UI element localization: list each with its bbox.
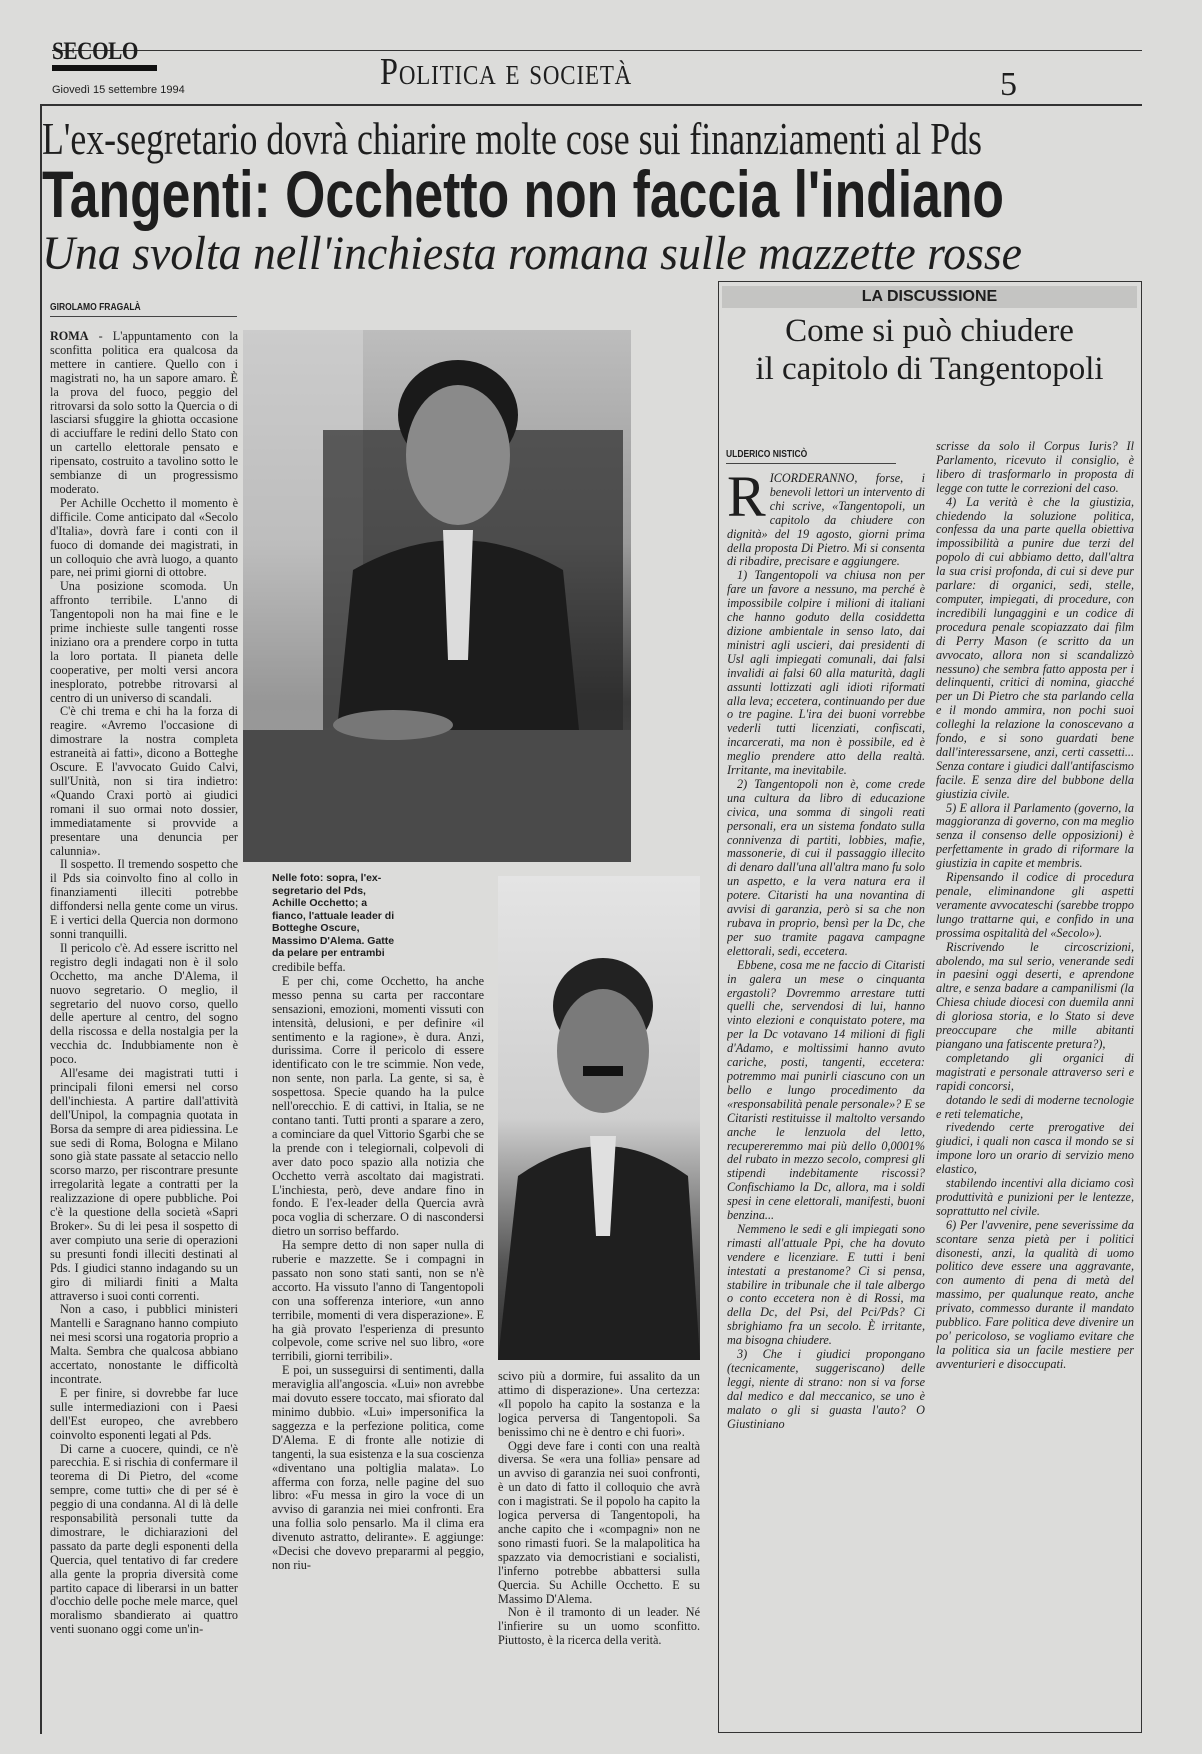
paragraph: ROMA - L'appuntamento con la sconfitta politica era qualcosa da mettere in cantiere. Quello con i magistrati no, ha un sapore amaro. È la prova del fuoco, peggio del ritrovarsi da solo sotto la Quercia o di lasciarsi sfuggire la ghiotta occasione di acciuffare le redini dello Stato con un cartello elettorale pensato e ripensato, costruito a tavolino sotto le sembianze di un progressismo moderato. [50, 330, 238, 496]
paragraph: 3) Che i giudici propongano (tecnicamente, suggeriscano) delle leggi, niente di strano: non si va forse dal medico e dal meccanico, se uno è malato o gli si guasta l'auto? O Giustiniano [727, 1347, 925, 1431]
headline-kicker: L'ex-segretario dovrà chiarire molte cose sui finanziamenti al Pds [42, 113, 982, 164]
paragraph: 5) E allora il Parlamento (governo, la maggioranza di governo, con ma meglio senza il consenso delle opposizioni) è perfettamente in grado di riformare la giustizia in capite et membris. [936, 800, 1134, 871]
sidebar-title [722, 312, 1137, 388]
sidebar-title-line: Come si può chiudere [785, 313, 1074, 349]
paragraph: E per chi, come Occhetto, ha anche messo penna su carta per raccontare sensazioni, emozioni, momenti vissuti con intensità, delusioni, e per definire «il sentimento e la ragione», è dura. Anzi, durissima. Corre il pericolo di essere identificato con le tre scimmie. Non vede, non sente, non parla. La gente, si sa, è sospettosa. Specie quando ha la pulce nell'orecchio. E di cattivi, in Italia, se ne contano tanti. Tutti pronti a sparare a zero, a cominciare da quel Vittorio Sgarbi che se la prende con i telegiornali, colpevoli di aver dato poco spazio alla notizia che Occhetto verrà ascoltato dai magistrati. L'inchiesta, però, deve andare fino in fondo. E l'ex-leader della Quercia avrà poca voglia di scherzare. O di nascondersi dietro un sorriso beffardo. [272, 973, 484, 1239]
masthead-logo: SECOLO [52, 38, 139, 65]
paragraph: Non a caso, i pubblici ministeri Mantelli e Saragnano hanno compiuto nei mesi scorsi una rogatoria proprio a Malta. Sembra che qualcosa abbiano accertato, nonostante le difficoltà incontrate. [50, 1302, 238, 1386]
paragraph: Nemmeno le sedi e gli impiegati sono rimasti all'attuale Ppi, che ha dovuto vendere e licenziare. E tutti i beni intestati a prestanome? Ci si pensa, stabilire in tribunale che il tale albergo o conto eccetera non è di Rossi, ma della Dc, del Psi, del Pci/Pds? Ci sbrighiamo fra un secolo. È irritante, ma bisogna chiudere. [727, 1221, 925, 1348]
paragraph: Ebbene, cosa me ne faccio di Citaristi in galera un mese o cinquanta ergastoli? Dovremmo arrestare tutti quelli che, servendosi di lui, hanno vinto elezioni e conquistato potere, ma per la Dc votavano 14 milioni di figli d'Adamo, e moltissimi hanno avuto cariche, posti, tangenti, eccetera: potremmo mai punirli ciascuno con un bello e lungo procedimento da «responsabilità penale personale»? E se Citaristi restituisse il maltolto versando anche le lenzuola del letto, recupereremmo mai più dello 0,0001% del rubato in mezzo secolo, compresi gli stipendi indebitamente riscossi? Confischiamo la Dc, allora, ma i soldi spesi in cene elettorali, manifesti, buoni benzina... [727, 957, 925, 1223]
paragraph: 2) Tangentopoli non è, come crede una cultura da libro di educazione civica, una somma di singoli reati personali, era un sistema fondato sulla connivenza di partiti, lobbies, mafie, massonerie, di cui il passaggio illecito di denaro dall'una all'altra mano fu solo un aspetto, e la vera natura era il potere. Citaristi ha una novantina di avvisi di garanzia, però si sa che non rubava in proprio, bensì per la Dc, che per suo tramite pagava campagne elettorali, sedi, eccetera. [727, 776, 925, 958]
article-column-2 [272, 961, 484, 1725]
left-border [40, 104, 42, 1734]
article-column-1 [50, 330, 238, 1725]
paragraph: 4) La verità è che la giustizia, chiedendo la soluzione politica, confessa da una parte quella obiettiva impossibilità a punire due terzi del popolo di cui abbiamo detto, dall'altra la sua crisi profonda, di cui si deve pur parlare: di organici, sedi, stelle, computer, impiegati, di procedure, con incredibili lungaggini e un codice di procedura penale scopiazzato dai film di Perry Mason (e scritto da un avvocato, allora non si scandalizzò nessuno) che sembra fatto apposta per i delinquenti, critici di nomina, giacché per un Di Pietro che sta parlando cella e il mondo ammira, non pochi suoi colleghi la relazione la conoscevano a fondo, e si sono guardati bene dall'interessarsene, anzi, certi cassetti... Senza contare i giudici dall'antifascismo facile. E senza dire del bubbone della giustizia civile. [936, 494, 1134, 801]
portrait-silhouette-icon [243, 330, 631, 862]
paragraph: C'è chi trema e chi ha la forza di reagire. «Avremo l'occasione di dimostrare la nostra completa estraneità ai fatti», dicono a Botteghe Oscure. E l'avvocato Guido Calvi, sull'Unità, non si tira indietro: «Quando Craxi portò ai giudici romani il suo ormai noto dossier, immediatamente si provvide a presentare una denuncia per calunnia». [50, 704, 238, 858]
paragraph: stabilendo incentivi alla diciamo così produttività e punizioni per le lentezze, soprattutto nel civile. [936, 1176, 1134, 1218]
paragraph: Una posizione scomoda. Un affronto terribile. L'anno di Tangentopoli non ha mai fine e le prime inchieste sulle tangenti rosse iniziano ora a prendere corpo in tutta la loro portata. Il pianeta delle cooperative, per molti versi ancora inesplorato, potrebbe ritrovarsi al centro di un universo di scandali. [50, 579, 238, 705]
sidebar-title-line: il capitolo di Tangentopoli [755, 351, 1104, 387]
paragraph: Il pericolo c'è. Ad essere iscritto nel registro degli indagati non è il solo Occhetto, ma anche D'Alema, il nuovo segretario. O meglio, il segretario del nuovo corso, quello delle aperture al centro, del sogno della riscossa e della nostalgia per la vecchia dc. Indubbiamente non è poco. [50, 940, 238, 1067]
portrait-silhouette-icon [498, 876, 700, 1360]
paragraph: Ha sempre detto di non saper nulla di ruberie e mazzette. Se i compagni in passato non sono stati santi, non se n'è accorto. Ha vissuto l'anno di Tangentopoli con una sofferenza interiore, «un anno terribile, momenti di vera disperazione». E ha già provato l'esperienza di presunto colpevole, come scrive nel suo libro, «ore terribili, giorni terribili». [272, 1238, 484, 1364]
paragraph: All'esame dei magistrati tutti i principali filoni emersi nel corso dell'inchiesta. A partire dall'attività dell'Unipol, la compagnia quotata in Borsa da sempre di area pidiessina. Le sue sedi di Roma, Bologna e Milano sono già state passate al setaccio nello scorso marzo, per riscontrare presunte irregolarità legate a contratti per la realizzazione di opere pubbliche. Poi c'è la questione della società «Sapri Broker». Su di lei pesa il sospetto di aver compiuto una serie di operazioni su presunti fondi illeciti destinati al Pds. I giudici stanno indagando su un giro di miliardi finiti a Malta attraverso i suoi conti correnti. [50, 1066, 238, 1303]
paragraph: Non è il tramonto di un leader. Né l'infierire su un uomo sconfitto. Piuttosto, è la ricerca della verità. [498, 1605, 700, 1648]
header-rule [40, 104, 1142, 106]
paragraph: credibile beffa. [272, 961, 346, 974]
paragraph: completando gli organici di magistrati e personale attraverso seri e rapidi concorsi, [936, 1050, 1134, 1093]
drop-cap: R [727, 472, 766, 529]
section-title: Politica e società [380, 51, 633, 93]
paragraph: Oggi deve fare i conti con una realtà diversa. Se «era una follia» pensare ad un avviso di garanzia nei suoi confronti, è un dato di fatto il colloquio che avrà con i magistrati. Se il popolo ha capito la logica perversa di Tangentopoli, ha anche capito che i «compagni» non ne sono rimasti fuori. Se la malapolitica ha spazzato via democristiani e socialisti, l'inferno potrebbe abbattersi sulla Quercia. Su Achille Occhetto. E su Massimo D'Alema. [498, 1438, 700, 1606]
photo-occhetto [243, 330, 631, 862]
paragraph: Di carne a cuocere, quindi, ce n'è parecchia. E si rischia di confermare il teorema di Di Pietro, del «come sempre, come tutti» che di per sé è peggio di una condanna. Al di là delle responsabilità personali tutte da dimostrare, le dichiarazioni del passato da parte degli esponenti della Quercia, quel tentativo di far credere alla gente la propria diversità come partito capace di liberarsi in un batter d'occhio delle poche mele marce, quel moralismo sbandierato ai quattro venti suonano oggi come un'in- [50, 1441, 238, 1637]
paragraph: E poi, un susseguirsi di sentimenti, dalla meraviglia all'angoscia. «Lui» non avrebbe mai dovuto essere toccato, mai sfiorato dal minimo dubbio. «Lui» impersonifica la saggezza e la perfezione politica, come D'Alema. E di fronte alle notizie di tangenti, la sua esistenza e la sua coscienza «diventano una poltiglia malata». Lo afferma con forza, nelle pagine del suo libro: «Fu messa in giro la voce di un avviso di garanzia nei miei confronti. Era una follia solo pensarlo. Ma il clima era divenuto astratto, delirante». E aggiunge: «Decisi che dovevo prepararmi al peggio, non riu- [272, 1363, 484, 1572]
photo-caption: Nelle foto: sopra, l'ex-segretario del Pds, Achille Occhetto; a fianco, l'attuale leader di Botteghe Oscure, Massimo D'Alema. Gatte da pelare per entrambi [272, 872, 395, 959]
sidebar-label: LA DISCUSSIONE [722, 286, 1137, 308]
paragraph: Per Achille Occhetto il momento è difficile. Come anticipato dal «Secolo d'Italia», dovrà fare i conti con il fuoco di domande dei magistrati, in un colloquio che avrà luogo, a quanto pare, nei primi giorni di ottobre. [50, 495, 238, 580]
paragraph: E per finire, si dovrebbe far luce sulle intermediazioni con i Paesi dell'Est europeo, che avrebbero coinvolto esponenti legati al Pds. [50, 1385, 238, 1442]
paragraph: scrisse da solo il Corpus Iuris? Il Parlamento, ricevuto il consiglio, è libero di trasformarlo in proposta di legge con tutte le correzioni del caso. [936, 440, 1134, 495]
article-byline: GIROLAMO FRAGALÀ [50, 302, 237, 317]
headline-subtitle: Una svolta nell'inchiesta romana sulle mazzette rosse [42, 227, 1022, 280]
paragraph: RICORDERANNO, forse, i benevoli lettori un intervento di chi scrive, «Tangentopoli, un capitolo da chiudere con dignità» del 19 agosto, giorni prima della proposta Di Pietro. Mi si consenta di ribadire, precisare e aggiungere. [727, 472, 925, 569]
photo-dalema [498, 876, 700, 1360]
paragraph: dotando le sedi di moderne tecnologie e reti telematiche, [936, 1092, 1134, 1121]
paragraph: Ripensando il codice di procedura penale, eliminandone gli aspetti veramente avvocateschi (sarebbe troppo lungo trattarne qui, e confido in una prossima ospitalità del «Secolo»). [936, 870, 1134, 940]
paragraph: 6) Per l'avvenire, pene severissime da scontare senza pietà per i politici disonesti, anzi, la qualità di uomo politico deve essere una aggravante, con aumento di pena di metà del massimo, per qualunque reato, anche privato, commesso durante il mandato pubblico. Fare politica deve divenire un po' pericoloso, se vogliamo evitare che la politica sia un facile mestiere per avventurieri e disoccupati. [936, 1217, 1134, 1371]
paragraph: 1) Tangentopoli va chiusa non per fare un favore a nessuno, ma perché è impossibile colpire i milioni di italiani che hanno goduto della cosiddetta dizione ambientale in senso lato, dai ministri agli uscieri, dai presidenti di Usl agli impiegati comunali, dai falsi invalidi ai falsi 60 alla maturità, dagli assunti lottizzati agli idioti riformati alla leva; eccetera, continuando per due o tre pagine. L'ira dei buoni vorrebbe vederli tutti licenziati, confiscati, incarcerati, ma non è possibile, ed è meglio prendere atto della realtà. Irritante, ma inevitabile. [727, 568, 925, 778]
masthead-bar [52, 65, 157, 71]
paragraph: Riscrivendo le circoscrizioni, abolendo, ma sul serio, venerande sedi in paesini oggi deserti, e aprendone altre, e senza badare a campanilismi (la Chiesa chiude diocesi con duemila anni di gloriosa storia, e lo Stato si deve preoccupare che mille abitanti piangano una fatiscente pretura?), [936, 939, 1134, 1051]
sidebar-column-2 [936, 440, 1134, 1725]
paragraph: scivo più a dormire, fui assalito da un attimo di disperazione». Una certezza: «Il popolo ha capito la sostanza e la logica perversa di Tangentopoli. Sa benissimo chi ne è dentro e chi fuori». [498, 1370, 700, 1439]
article-column-3 [498, 1370, 700, 1725]
page-number: 5 [1000, 66, 1017, 103]
dateline: ROMA [50, 330, 89, 343]
paragraph: Il sospetto. Il tremendo sospetto che il Pds sia coinvolto fino al collo in finanziamenti illeciti potrebbe diffondersi nella gente come un virus. E i vertici della Quercia non dormono sonni tranquilli. [50, 857, 238, 941]
headline-main: Tangenti: Occhetto non faccia l'indiano [42, 157, 1005, 231]
sidebar-column-1 [727, 472, 925, 1725]
paragraph: rivedendo certe prerogative dei giudici, i quali non casca il mondo se si impone loro un orario di servizio meno elastico, [936, 1120, 1134, 1177]
issue-date: Giovedì 15 settembre 1994 [52, 84, 185, 96]
sidebar-byline: ULDERICO NISTICÒ [726, 449, 896, 464]
